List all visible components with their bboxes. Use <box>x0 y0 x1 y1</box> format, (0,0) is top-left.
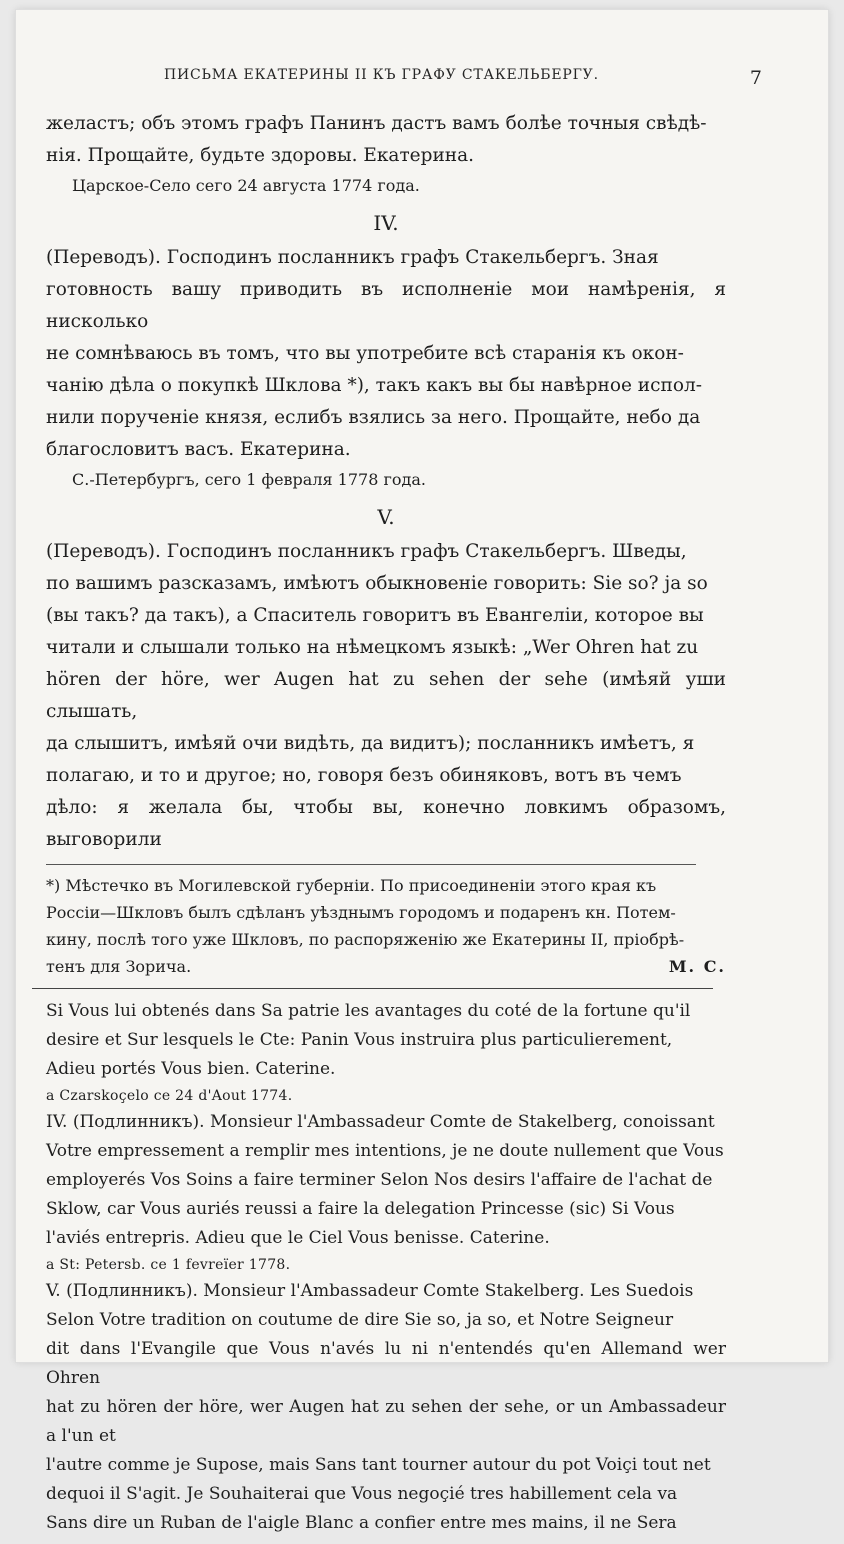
russian-paragraph-1 <box>46 108 726 172</box>
text-line: (Переводъ). Господинъ посланникъ графъ Стакельбергъ. Зная <box>46 247 659 268</box>
french-paragraph-2 <box>46 1108 726 1253</box>
french-paragraph-3 <box>46 1277 726 1538</box>
text-line: V. (Подлинникъ). Monsieur l'Ambassadeur Comte Stakelberg. Les Suedois <box>46 1281 694 1301</box>
page-content <box>46 56 726 1544</box>
text-line: чанію дѣла о покупкѣ Шклова *), такъ какъ вы бы навѣрное испол- <box>46 375 702 396</box>
text-line: готовность вашу приводить въ исполненіе мои намѣренія, я нисколько <box>46 279 726 332</box>
text-line: нили порученіе князя, еслибъ взялись за него. Прощайте, небо да <box>46 407 701 428</box>
text-line: (вы такъ? да такъ), а Спаситель говоритъ въ Евангеліи, которое вы <box>46 605 704 626</box>
place-date: Царское-Село сего 24 августа 1774 года. <box>72 176 420 195</box>
russian-paragraph-3 <box>46 536 726 856</box>
text-line: dit dans l'Evangile que Vous n'avés lu ni n'entendés qu'en Allemand wer Ohren <box>46 1339 726 1388</box>
document-page <box>16 10 828 1533</box>
text-line: Sklow, car Vous auriés reussi a faire la delegation Princesse (sic) Si Vous <box>46 1199 675 1219</box>
section-numeral-v: V. <box>377 505 395 529</box>
text-line: Adieu portés Vous bien. Caterine. <box>46 1059 336 1079</box>
section-divider <box>32 988 713 989</box>
text-line: IV. (Подлинникъ). Monsieur l'Ambassadeur Comte de Stakelberg, conoissant <box>46 1112 715 1132</box>
text-line: нія. Прощайте, будьте здоровы. Екатерина. <box>46 145 475 166</box>
text-line: да слышитъ, имѣяй очи видѣть, да видитъ); посланникъ имѣетъ, я <box>46 733 695 754</box>
footnote-last-line <box>46 953 726 980</box>
french-date: a St: Petersb. ce 1 fevreïer 1778. <box>46 1257 291 1273</box>
text-line: l'aviés entrepris. Adieu que le Ciel Vous benisse. Caterine. <box>46 1228 550 1248</box>
text-line: Selon Votre tradition on coutume de dire Sie so, ja so, et Notre Seigneur <box>46 1310 674 1330</box>
text-line: тенъ для Зорича. <box>46 957 192 976</box>
text-line: благословитъ васъ. Екатерина. <box>46 439 351 460</box>
footnote-text <box>46 872 726 980</box>
footnote-block <box>46 864 726 980</box>
text-line: hören der höre, wer Augen hat zu sehen der sehe (имѣяй уши слышать, <box>46 669 726 722</box>
text-line: желастъ; объ этомъ графъ Панинъ дастъ вамъ болѣе точныя свѣдѣ- <box>46 113 707 134</box>
footnote-signature: М. С. <box>668 957 726 976</box>
running-header: ПИСЬМА ЕКАТЕРИНЫ II КЪ ГРАФУ СТАКЕЛЬБЕРГУ. <box>164 67 599 83</box>
text-line: *) Мѣстечко въ Могилевской губерніи. По присоединеніи этого края къ <box>46 876 657 895</box>
footnote-divider <box>46 864 696 865</box>
section-numeral-iv: IV. <box>373 211 399 235</box>
text-line: не сомнѣваюсь въ томъ, что вы употребите всѣ старанія къ окон- <box>46 343 684 364</box>
french-date: a Czarskoçelo ce 24 d'Aout 1774. <box>46 1088 293 1104</box>
text-line: Россіи—Шкловъ былъ сдѣланъ уѣзднымъ городомъ и подаренъ кн. Потем- <box>46 903 676 922</box>
text-line: Votre empressement a remplir mes intentions, je ne doute nullement que Vous <box>46 1141 724 1161</box>
text-line: читали и слышали только на нѣмецкомъ языкѣ: „Wer Ohren hat zu <box>46 637 699 658</box>
text-line: dequoi il S'agit. Je Souhaiterai que Vous negoçié tres habillement cela va <box>46 1484 678 1504</box>
text-line: l'autre comme je Supose, mais Sans tant tourner autour du pot Voiçi tout net <box>46 1455 711 1475</box>
text-line: (Переводъ). Господинъ посланникъ графъ Стакельбергъ. Шведы, <box>46 541 687 562</box>
text-line: desire et Sur lesquels le Cte: Panin Vous instruira plus particulierement, <box>46 1030 673 1050</box>
text-line: по вашимъ разсказамъ, имѣютъ обыкновеніе говорить: Sie so? ja so <box>46 573 708 594</box>
text-line: полагаю, и то и другое; но, говоря безъ обиняковъ, вотъ въ чемъ <box>46 765 682 786</box>
french-original-block <box>46 997 726 1538</box>
russian-paragraph-2 <box>46 242 726 466</box>
french-paragraph-1 <box>46 997 726 1084</box>
text-line: employerés Vos Soins a faire terminer Selon Nos desirs l'affaire de l'achat de <box>46 1170 713 1190</box>
text-line: hat zu hören der höre, wer Augen hat zu sehen der sehe, or un Ambassadeur a l'un et <box>46 1397 726 1446</box>
text-line: Si Vous lui obtenés dans Sa patrie les avantages du coté de la fortune qu'il <box>46 1001 691 1021</box>
text-line: Sans dire un Ruban de l'aigle Blanc a confier entre mes mains, il ne Sera <box>46 1513 677 1533</box>
text-line: дѣло: я желала бы, чтобы вы, конечно ловкимъ образомъ, выговорили <box>46 797 726 850</box>
page-number: 7 <box>749 67 762 89</box>
place-date: С.-Петербургъ, сего 1 февраля 1778 года. <box>72 470 426 489</box>
text-line: кину, послѣ того уже Шкловъ, по распоряженію же Екатерины II, пріобрѣ- <box>46 930 685 949</box>
